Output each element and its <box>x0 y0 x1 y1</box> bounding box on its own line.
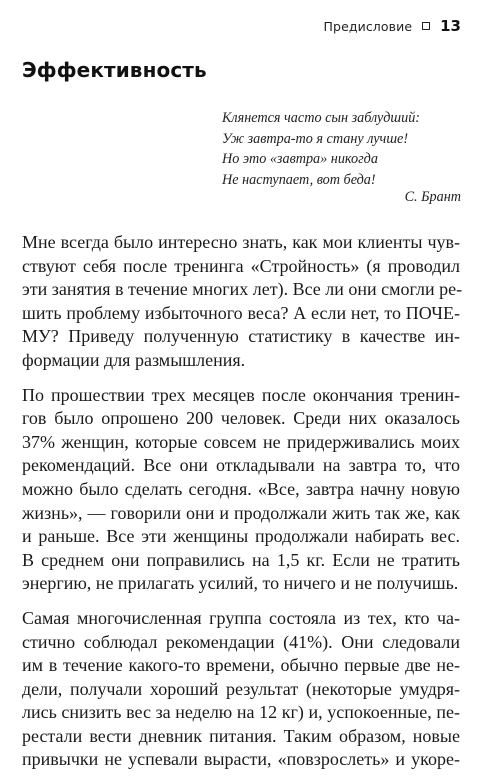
text-line: дели, получали хороший результат (некоторые умудря- <box>22 678 460 699</box>
running-head <box>324 17 461 35</box>
epigraph-line: Не наступает, вот беда! <box>222 171 376 188</box>
running-head-section: Предисловие <box>323 18 413 34</box>
text-line: рестали вести дневник питания. Таким образом, новые <box>22 725 460 746</box>
text-line: эти занятия в течение многих лет). Все ли они смогли ре- <box>22 279 463 300</box>
text-line: гов было опрошено 200 человек. Среди них оказалось <box>22 408 460 429</box>
square-bullet-icon <box>422 22 430 30</box>
text-line: им в течение какого-то времени, обычно первые две не- <box>22 655 460 676</box>
text-line: формации для размышления. <box>22 349 246 370</box>
epigraph-line: Клянется часто сын заблудший: <box>222 110 421 126</box>
text-line: ствуют себя после тренинга «Стройность» (я проводил <box>22 255 460 276</box>
text-line: привычки не успевали вырасти, «повзрослеть» и укоре- <box>22 749 460 770</box>
text-line: МУ? Приведу полученную статистику в качестве ин- <box>22 326 460 347</box>
text-line: рекомендаций. Все они откладывали на завтра то, что <box>22 455 460 476</box>
epigraph <box>222 108 462 190</box>
text-line: энергию, не прилагать усилий, то ничего и не получишь. <box>22 573 459 594</box>
text-line: стично соблюдал рекомендации (41%). Они следовали <box>22 631 460 652</box>
text-line: шить проблему избыточного веса? А если нет, то ПОЧЕ- <box>22 302 460 323</box>
page-number: 13 <box>440 17 461 35</box>
text-line: 37% женщин, которые совсем не придерживались моих <box>22 431 460 452</box>
text-line: жизнь», — говорили они и продолжали жить так же, как <box>22 502 460 523</box>
body-text <box>22 231 463 783</box>
text-line: Самая многочисленная группа состояла из тех, кто ча- <box>22 607 460 628</box>
section-heading: Эффективность <box>22 58 207 82</box>
text-line: По прошествии трех месяцев после окончания тренин- <box>22 384 460 405</box>
text-line: лись снизить вес за неделю на 12 кг) и, успокоенные, пе- <box>22 702 460 723</box>
epigraph-author: С. Брант <box>404 189 461 205</box>
paragraph <box>22 231 463 373</box>
text-line: и раньше. Все эти женщины продолжали набирать вес. <box>22 526 460 547</box>
paragraph <box>22 384 460 596</box>
paragraph <box>22 607 460 772</box>
epigraph-line: Уж завтра-то я стану лучше! <box>222 130 409 147</box>
text-line: В среднем они поправились на 1,5 кг. Если не тратить <box>22 549 460 570</box>
text-line: Мне всегда было интересно знать, как мои клиенты чув- <box>22 232 460 252</box>
text-line: можно было сделать сегодня. «Все, завтра начну новую <box>22 478 460 499</box>
epigraph-line: Но это «завтра» никогда <box>222 151 378 168</box>
